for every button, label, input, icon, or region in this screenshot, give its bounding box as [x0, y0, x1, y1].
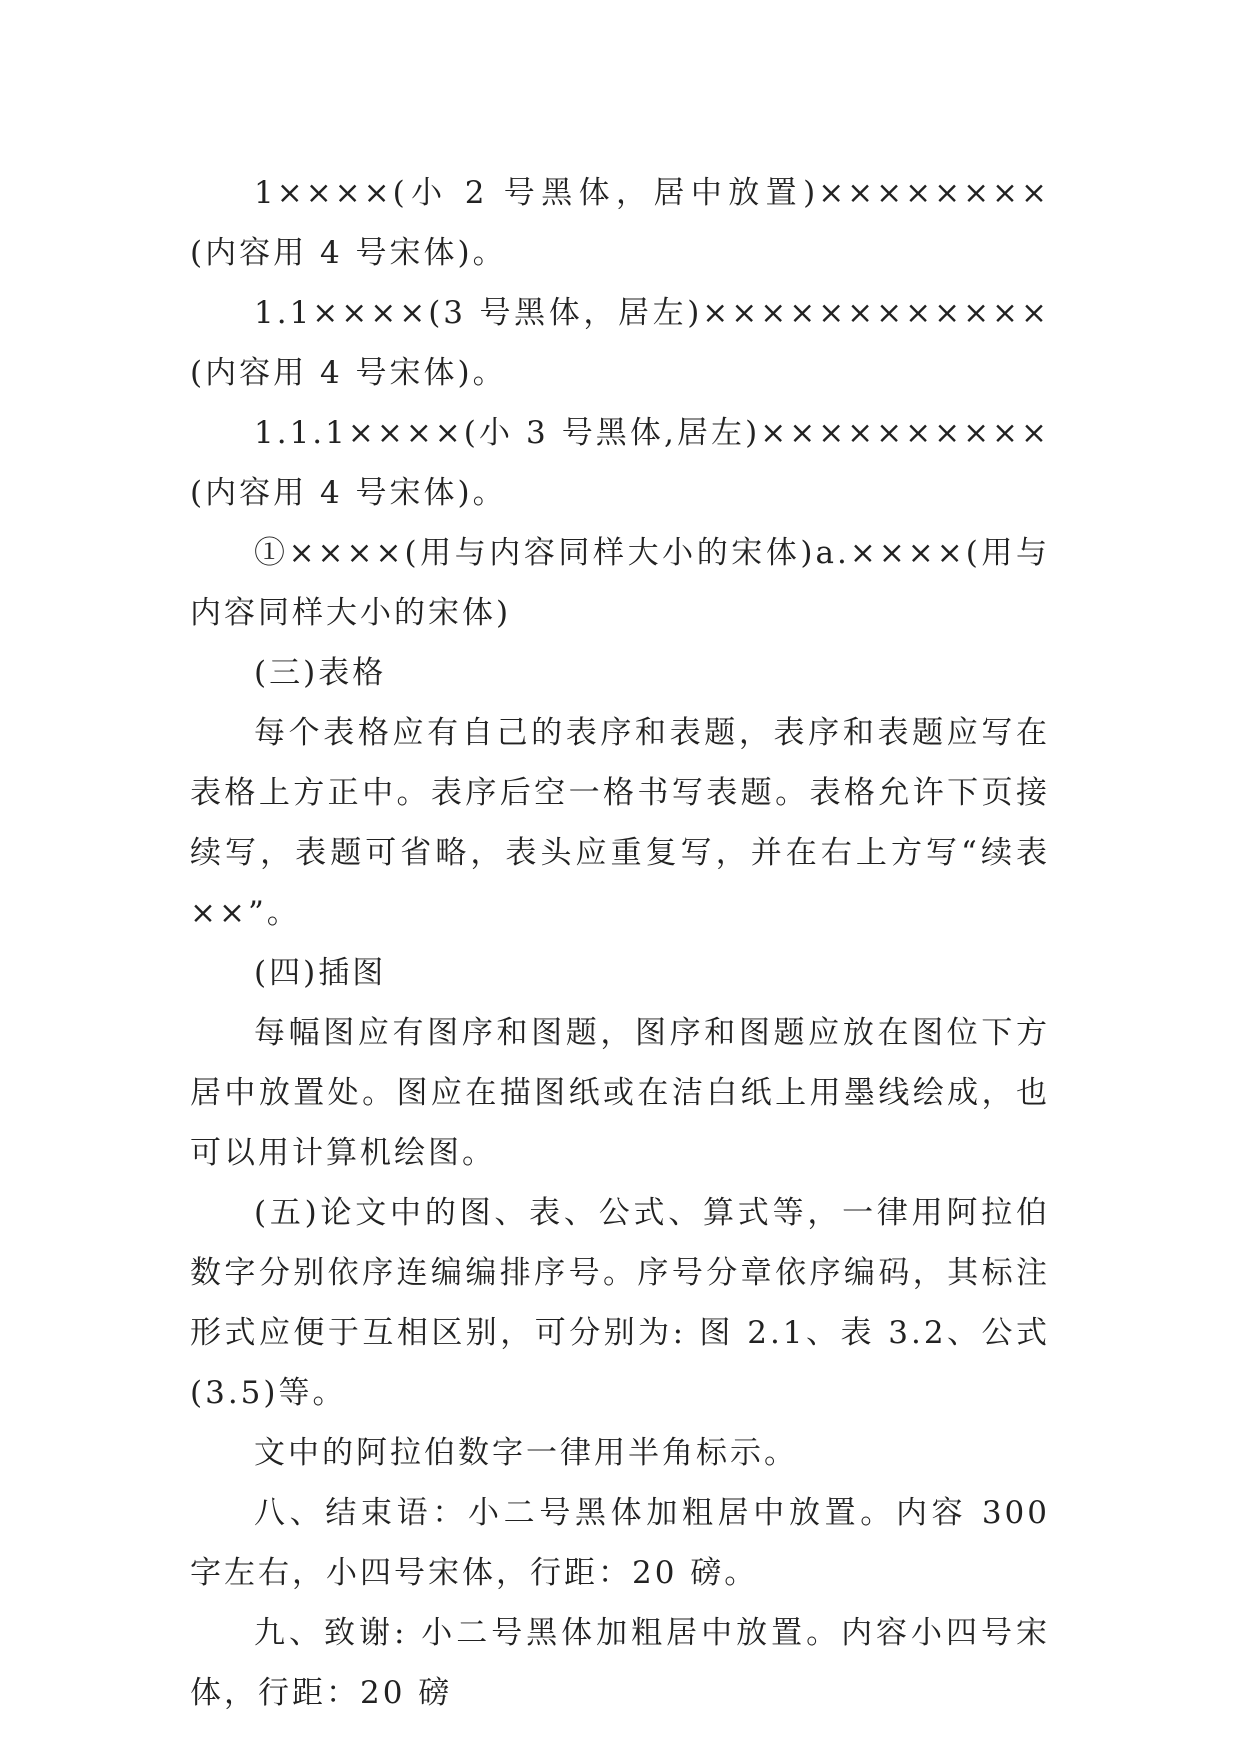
paragraph-acknowledgements: 九、致谢: 小二号黑体加粗居中放置。内容小四号宋体，行距：20 磅 [190, 1615, 1050, 1711]
paragraph-figures: 每幅图应有图序和图题，图序和图题应放在图位下方居中放置处。图应在描图纸或在洁白纸上用墨线绘成，也可以用计算机绘图。 [190, 1015, 1050, 1171]
paragraph-heading-level3: 1.1.1××××(小 3 号黑体,居左)××××××××××(内容用 4 号宋体)。 [190, 415, 1050, 511]
section-heading-tables: (三)表格 [254, 655, 387, 691]
paragraph-heading-level1: 1××××(小 2 号黑体，居中放置)××××××××(内容用 4 号宋体)。 [190, 175, 1050, 271]
paragraph-arabic-numerals: 文中的阿拉伯数字一律用半角标示。 [254, 1435, 798, 1471]
paragraph-conclusion: 八、结束语：小二号黑体加粗居中放置。内容 300 字左右，小四号宋体，行距：20 磅。 [190, 1495, 1050, 1591]
paragraph-list-markers: ①××××(用与内容同样大小的宋体)a.××××(用与内容同样大小的宋体) [190, 535, 1050, 631]
paragraph-numbering: (五)论文中的图、表、公式、算式等，一律用阿拉伯数字分别依序连编编排序号。序号分章依序编码，其标注形式应便于互相区别，可分别为: 图 2.1、表 3.2、公式(3.5)等。 [190, 1195, 1050, 1411]
paragraph-heading-level2: 1.1××××(3 号黑体，居左)××××××××××××(内容用 4 号宋体)。 [190, 295, 1050, 391]
section-heading-figures: (四)插图 [254, 955, 387, 991]
paragraph-tables: 每个表格应有自己的表序和表题，表序和表题应写在表格上方正中。表序后空一格书写表题。表格允许下页接续写，表题可省略，表头应重复写，并在右上方写“续表××”。 [190, 715, 1050, 931]
document-body [190, 163, 1050, 1723]
